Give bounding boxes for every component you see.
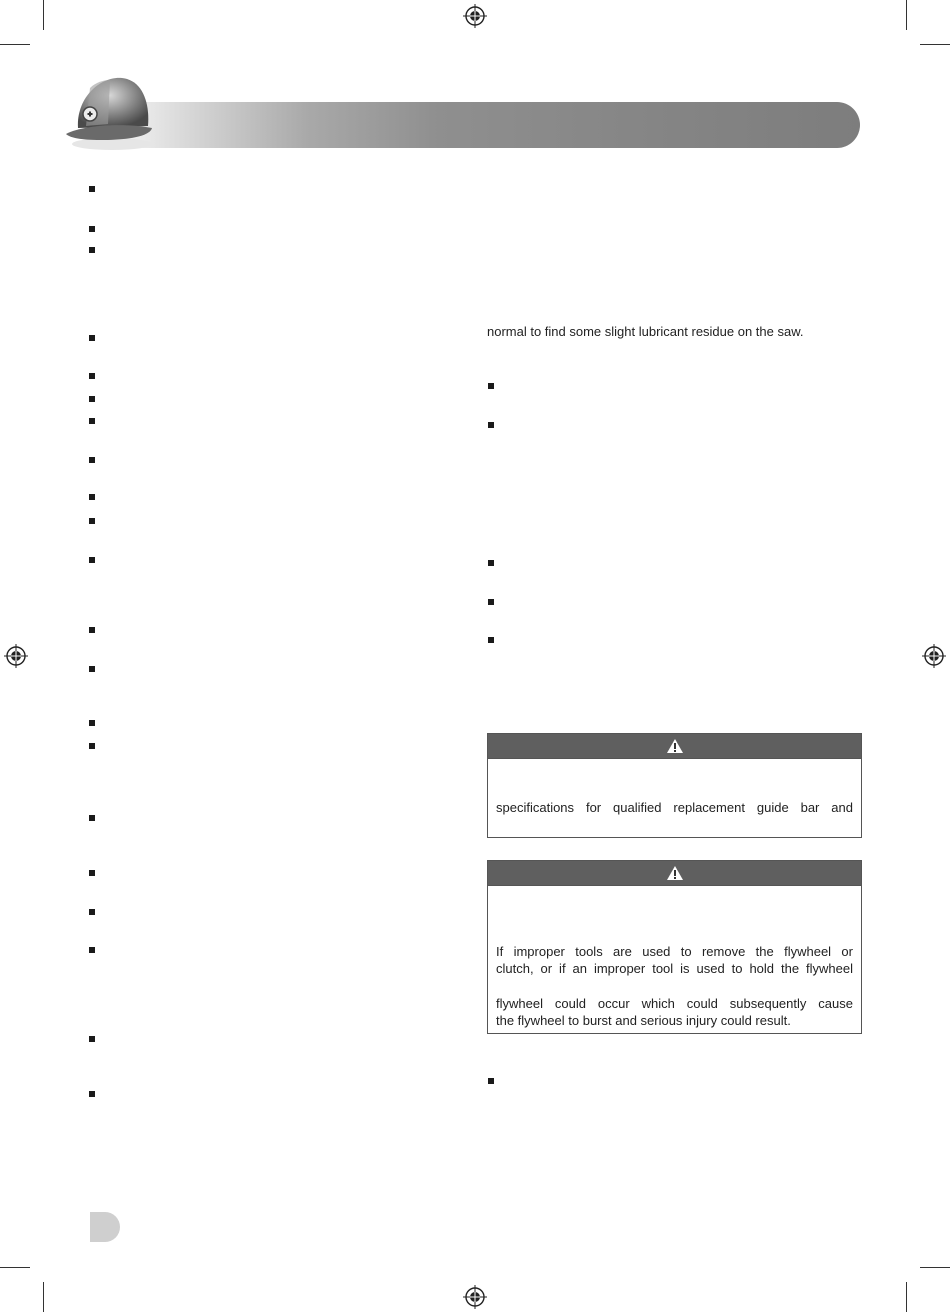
page-number-tab: [90, 1212, 120, 1242]
warning-text-line: clutch, or if an improper tool is used to hold the flywheel: [496, 961, 853, 976]
crop-mark-top-right-v: [906, 0, 907, 30]
warning-text-line: If improper tools are used to remove the flywheel or: [496, 944, 853, 959]
list-bullet: [89, 627, 95, 633]
list-bullet: [89, 226, 95, 232]
list-bullet: [488, 637, 494, 643]
list-bullet: [89, 947, 95, 953]
warning-box: [487, 733, 862, 838]
list-bullet: [488, 422, 494, 428]
list-bullet: [488, 599, 494, 605]
warning-box: [487, 860, 862, 1034]
list-bullet: [89, 186, 95, 192]
crop-mark-bottom-left-h: [0, 1267, 30, 1268]
warning-text-line: the flywheel to burst and serious injury could result.: [496, 1013, 791, 1028]
list-bullet: [89, 909, 95, 915]
lubricant-note-text: normal to find some slight lubricant residue on the saw.: [487, 324, 804, 339]
list-bullet: [89, 335, 95, 341]
warning-triangle-icon: [666, 865, 684, 881]
list-bullet: [89, 743, 95, 749]
registration-mark-icon: [463, 4, 487, 28]
list-bullet: [89, 418, 95, 424]
warning-triangle-icon: [666, 738, 684, 754]
crop-mark-bottom-left-v: [43, 1282, 44, 1312]
list-bullet: [89, 396, 95, 402]
list-bullet: [488, 560, 494, 566]
warning-header: [488, 734, 861, 759]
crop-mark-top-left-v: [43, 0, 44, 30]
crop-mark-top-right-h: [920, 44, 950, 45]
list-bullet: [89, 870, 95, 876]
registration-mark-icon: [4, 644, 28, 668]
list-bullet: [89, 815, 95, 821]
crop-mark-bottom-right-h: [920, 1267, 950, 1268]
registration-mark-icon: [922, 644, 946, 668]
registration-mark-icon: [463, 1285, 487, 1309]
list-bullet: [488, 383, 494, 389]
list-bullet: [89, 557, 95, 563]
list-bullet: [89, 457, 95, 463]
crop-mark-top-left-h: [0, 44, 30, 45]
list-bullet: [89, 247, 95, 253]
warning-header: [488, 861, 861, 886]
list-bullet: [89, 1091, 95, 1097]
warning-text-line: flywheel could occur which could subsequently cause: [496, 996, 853, 1011]
safety-helmet-icon: [60, 70, 160, 154]
list-bullet: [89, 373, 95, 379]
warning-text-line: specifications for qualified replacement guide bar and: [496, 800, 853, 815]
list-bullet: [89, 518, 95, 524]
crop-mark-bottom-right-v: [906, 1282, 907, 1312]
list-bullet: [89, 494, 95, 500]
section-header-band: [92, 102, 860, 148]
list-bullet: [89, 666, 95, 672]
list-bullet: [89, 720, 95, 726]
list-bullet: [89, 1036, 95, 1042]
list-bullet: [488, 1078, 494, 1084]
